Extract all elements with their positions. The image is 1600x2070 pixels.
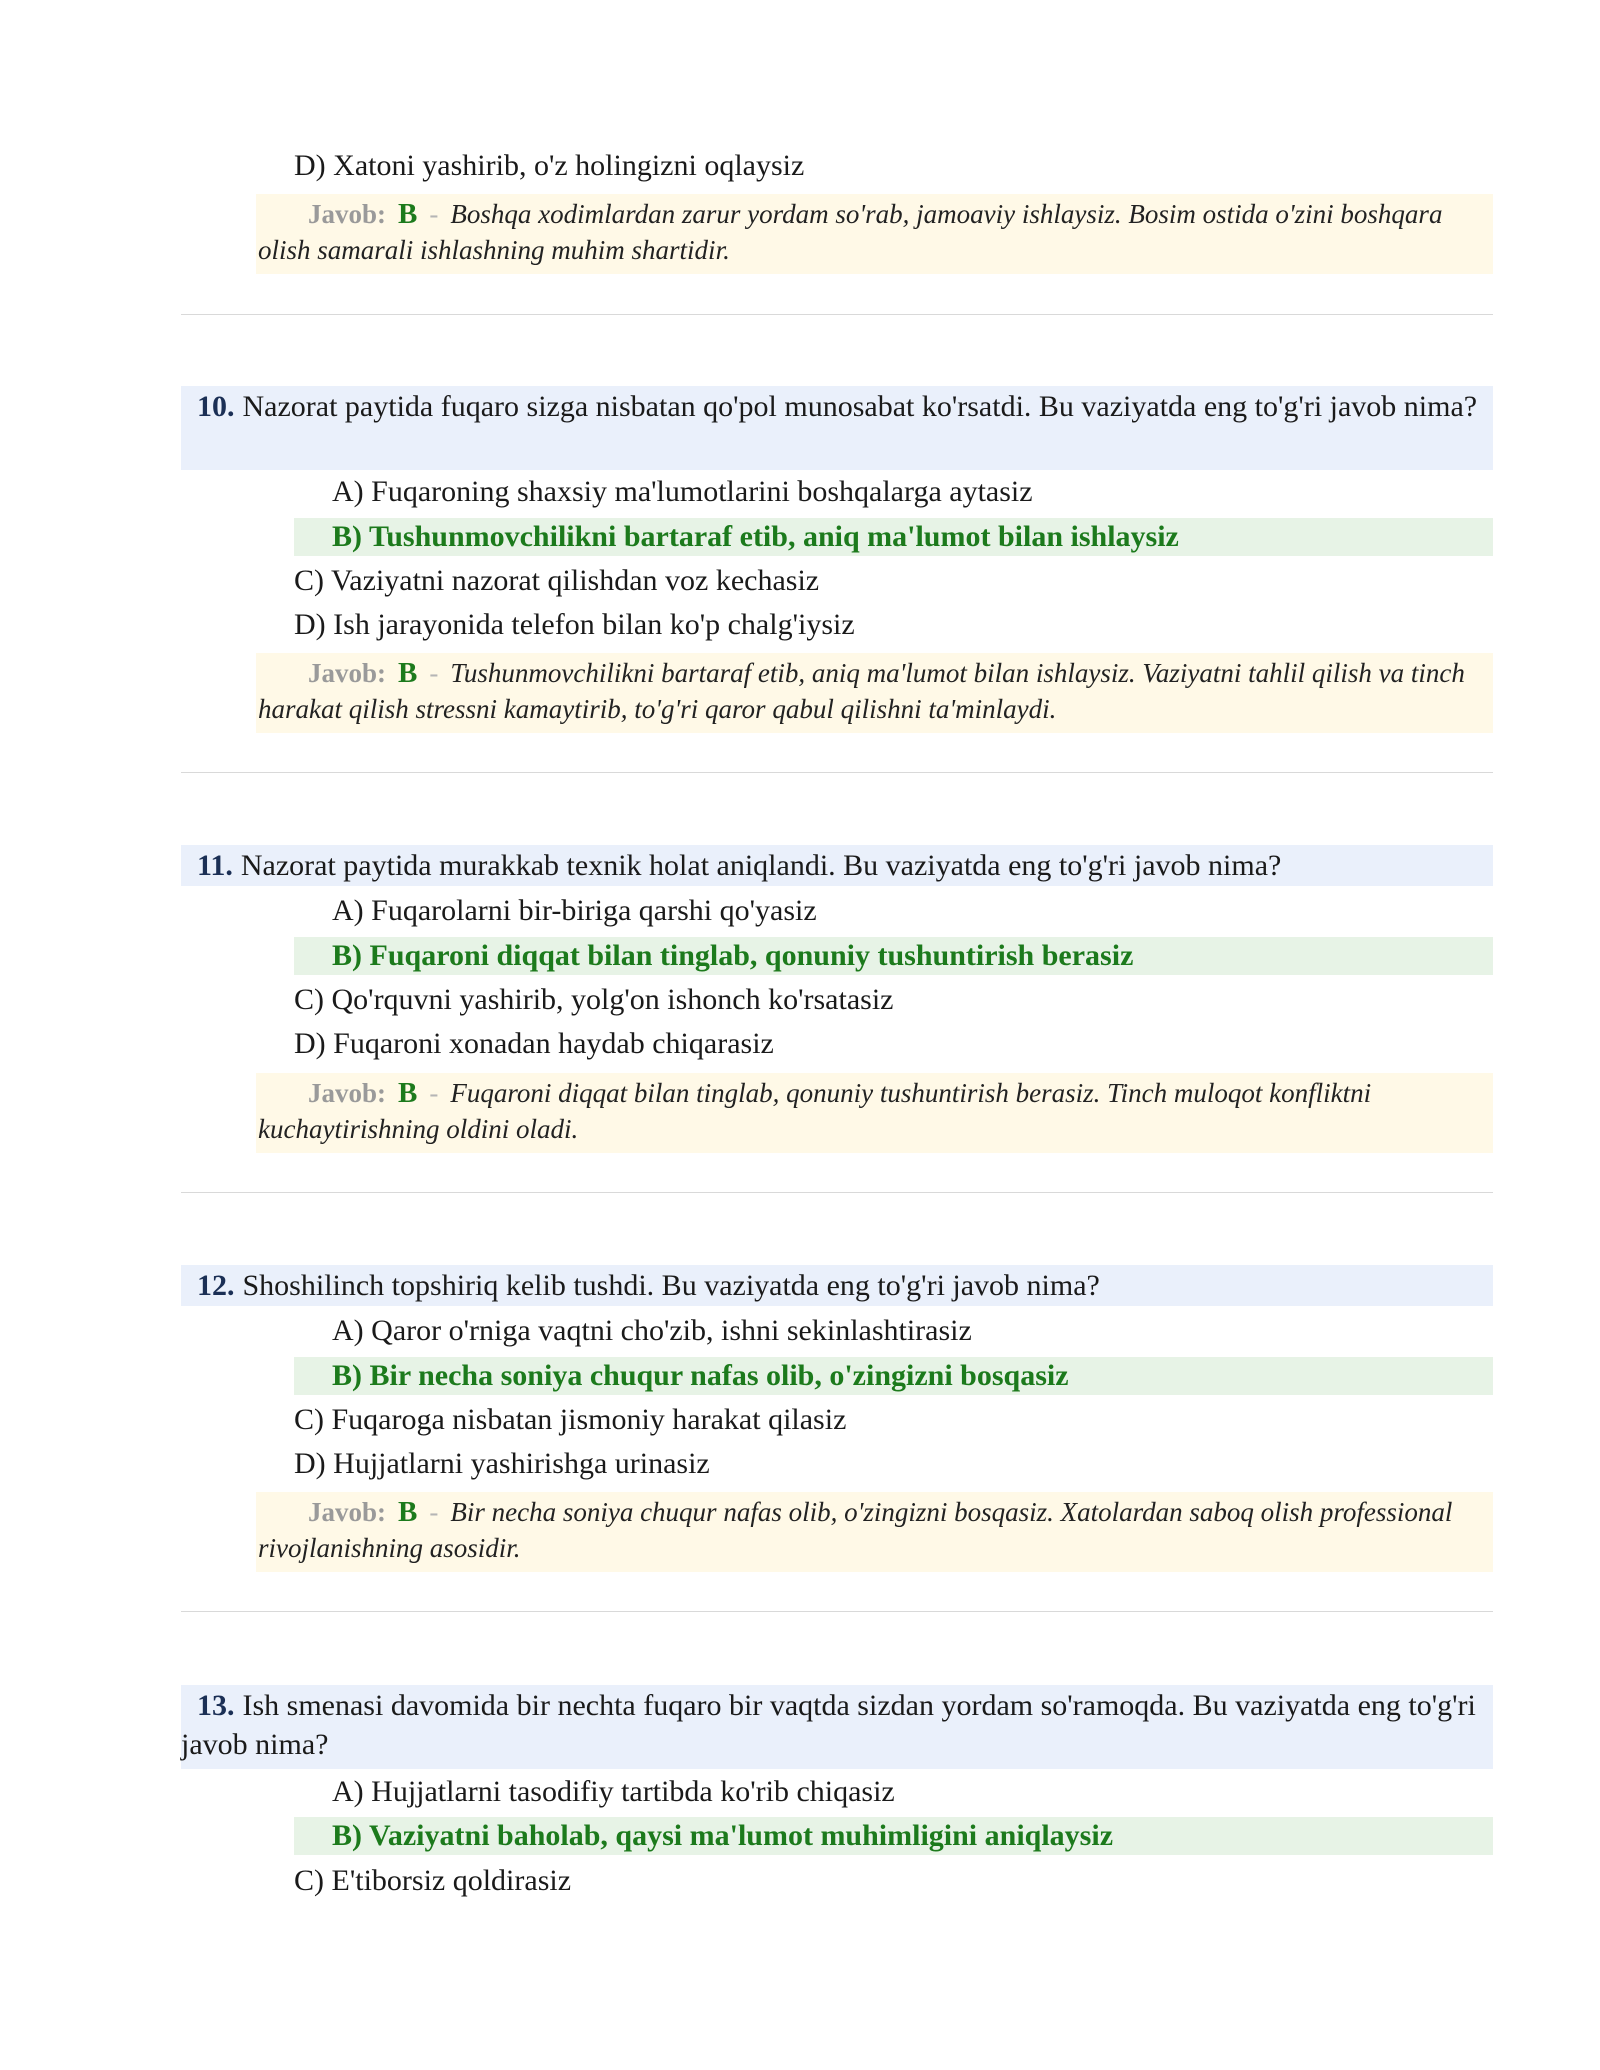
answer-explanation: Bir necha soniya chuqur nafas olib, o'zingizni bosqasiz. Xatolardan saboq olish professional rivojlanishning asosidir. [258,1497,1453,1563]
answer-label: Javob: [308,199,387,229]
separator [181,1611,1493,1612]
option-d: D) Fuqaroni xonadan haydab chiqarasiz [294,1027,774,1060]
answer-explanation: Tushunmovchilikni bartaraf etib, aniq ma'lumot bilan ishlaysiz. Vaziyatni tahlil qilish va tinch harakat qilish stressni kamaytirib, to'g'ri qaror qabul qilishni ta'minlaydi. [258,658,1465,724]
option-d: D) Xatoni yashirib, o'z holingizni oqlaysiz [294,149,805,182]
answer-label: Javob: [308,1078,387,1108]
answer-box [256,653,1493,733]
option-c: C) E'tiborsiz qoldirasiz [294,1864,572,1897]
option-d: D) Ish jarayonida telefon bilan ko'p chalg'iysiz [294,608,855,641]
answer-dash: - [429,199,439,229]
question-text: Shoshilinch topshiriq kelib tushdi. Bu vaziyatda eng to'g'ri javob nima? [242,1269,1100,1302]
option-b-correct: B) Tushunmovchilikni bartaraf etib, aniq ma'lumot bilan ishlaysiz [294,518,1493,556]
answer-key: B [398,198,418,230]
option-b-correct: B) Vaziyatni baholab, qaysi ma'lumot muhimligini aniqlaysiz [294,1817,1493,1855]
answer-dash: - [429,658,439,688]
question-11 [181,845,1493,886]
answer-label: Javob: [308,658,387,688]
option-d: D) Hujjatlarni yashirishga urinasiz [294,1447,710,1480]
question-number: 13. [197,1689,235,1722]
question-number: 11. [197,849,233,882]
answer-dash: - [429,1078,439,1108]
option-b-correct: B) Bir necha soniya chuqur nafas olib, o'zingizni bosqasiz [294,1357,1493,1395]
option-a: A) Fuqarolarni bir-biriga qarshi qo'yasiz [332,894,817,927]
answer-dash: - [429,1497,439,1527]
answer-box [256,194,1493,274]
answer-key: B [398,1077,418,1109]
separator [181,314,1493,315]
answer-box [256,1073,1493,1153]
question-text: Nazorat paytida murakkab texnik holat aniqlandi. Bu vaziyatda eng to'g'ri javob nima? [240,849,1282,882]
answer-explanation: Boshqa xodimlardan zarur yordam so'rab, jamoaviy ishlaysiz. Bosim ostida o'zini boshqara olish samarali ishlashning muhim shartidir. [258,199,1443,265]
question-12 [181,1265,1493,1306]
answer-box [256,1492,1493,1572]
answer-explanation: Fuqaroni diqqat bilan tinglab, qonuniy tushuntirish berasiz. Tinch muloqot konfliktni kuchaytirishning oldini oladi. [258,1078,1372,1144]
question-text: Nazorat paytida fuqaro sizga nisbatan qo'pol munosabat ko'rsatdi. Bu vaziyatda eng to'g'ri javob nima? [242,390,1478,423]
question-number: 12. [197,1269,235,1302]
separator [181,772,1493,773]
question-13 [181,1685,1493,1769]
option-c: C) Vaziyatni nazorat qilishdan voz kechasiz [294,564,820,597]
option-b-correct: B) Fuqaroni diqqat bilan tinglab, qonuniy tushuntirish berasiz [294,937,1493,975]
option-c: C) Fuqaroga nisbatan jismoniy harakat qilasiz [294,1403,847,1436]
answer-key: B [398,657,418,689]
question-number: 10. [197,390,235,423]
question-text: Ish smenasi davomida bir nechta fuqaro bir vaqtda sizdan yordam so'ramoqda. Bu vaziyatda eng to'g'ri javob nima? [181,1689,1476,1761]
option-c: C) Qo'rquvni yashirib, yolg'on ishonch ko'rsatasiz [294,983,894,1016]
option-a: A) Fuqaroning shaxsiy ma'lumotlarini boshqalarga aytasiz [332,475,1033,508]
question-10 [181,386,1493,470]
option-a: A) Hujjatlarni tasodifiy tartibda ko'rib chiqasiz [332,1775,895,1808]
option-a: A) Qaror o'rniga vaqtni cho'zib, ishni sekinlashtirasiz [332,1314,972,1347]
separator [181,1192,1493,1193]
answer-label: Javob: [308,1497,387,1527]
answer-key: B [398,1496,418,1528]
